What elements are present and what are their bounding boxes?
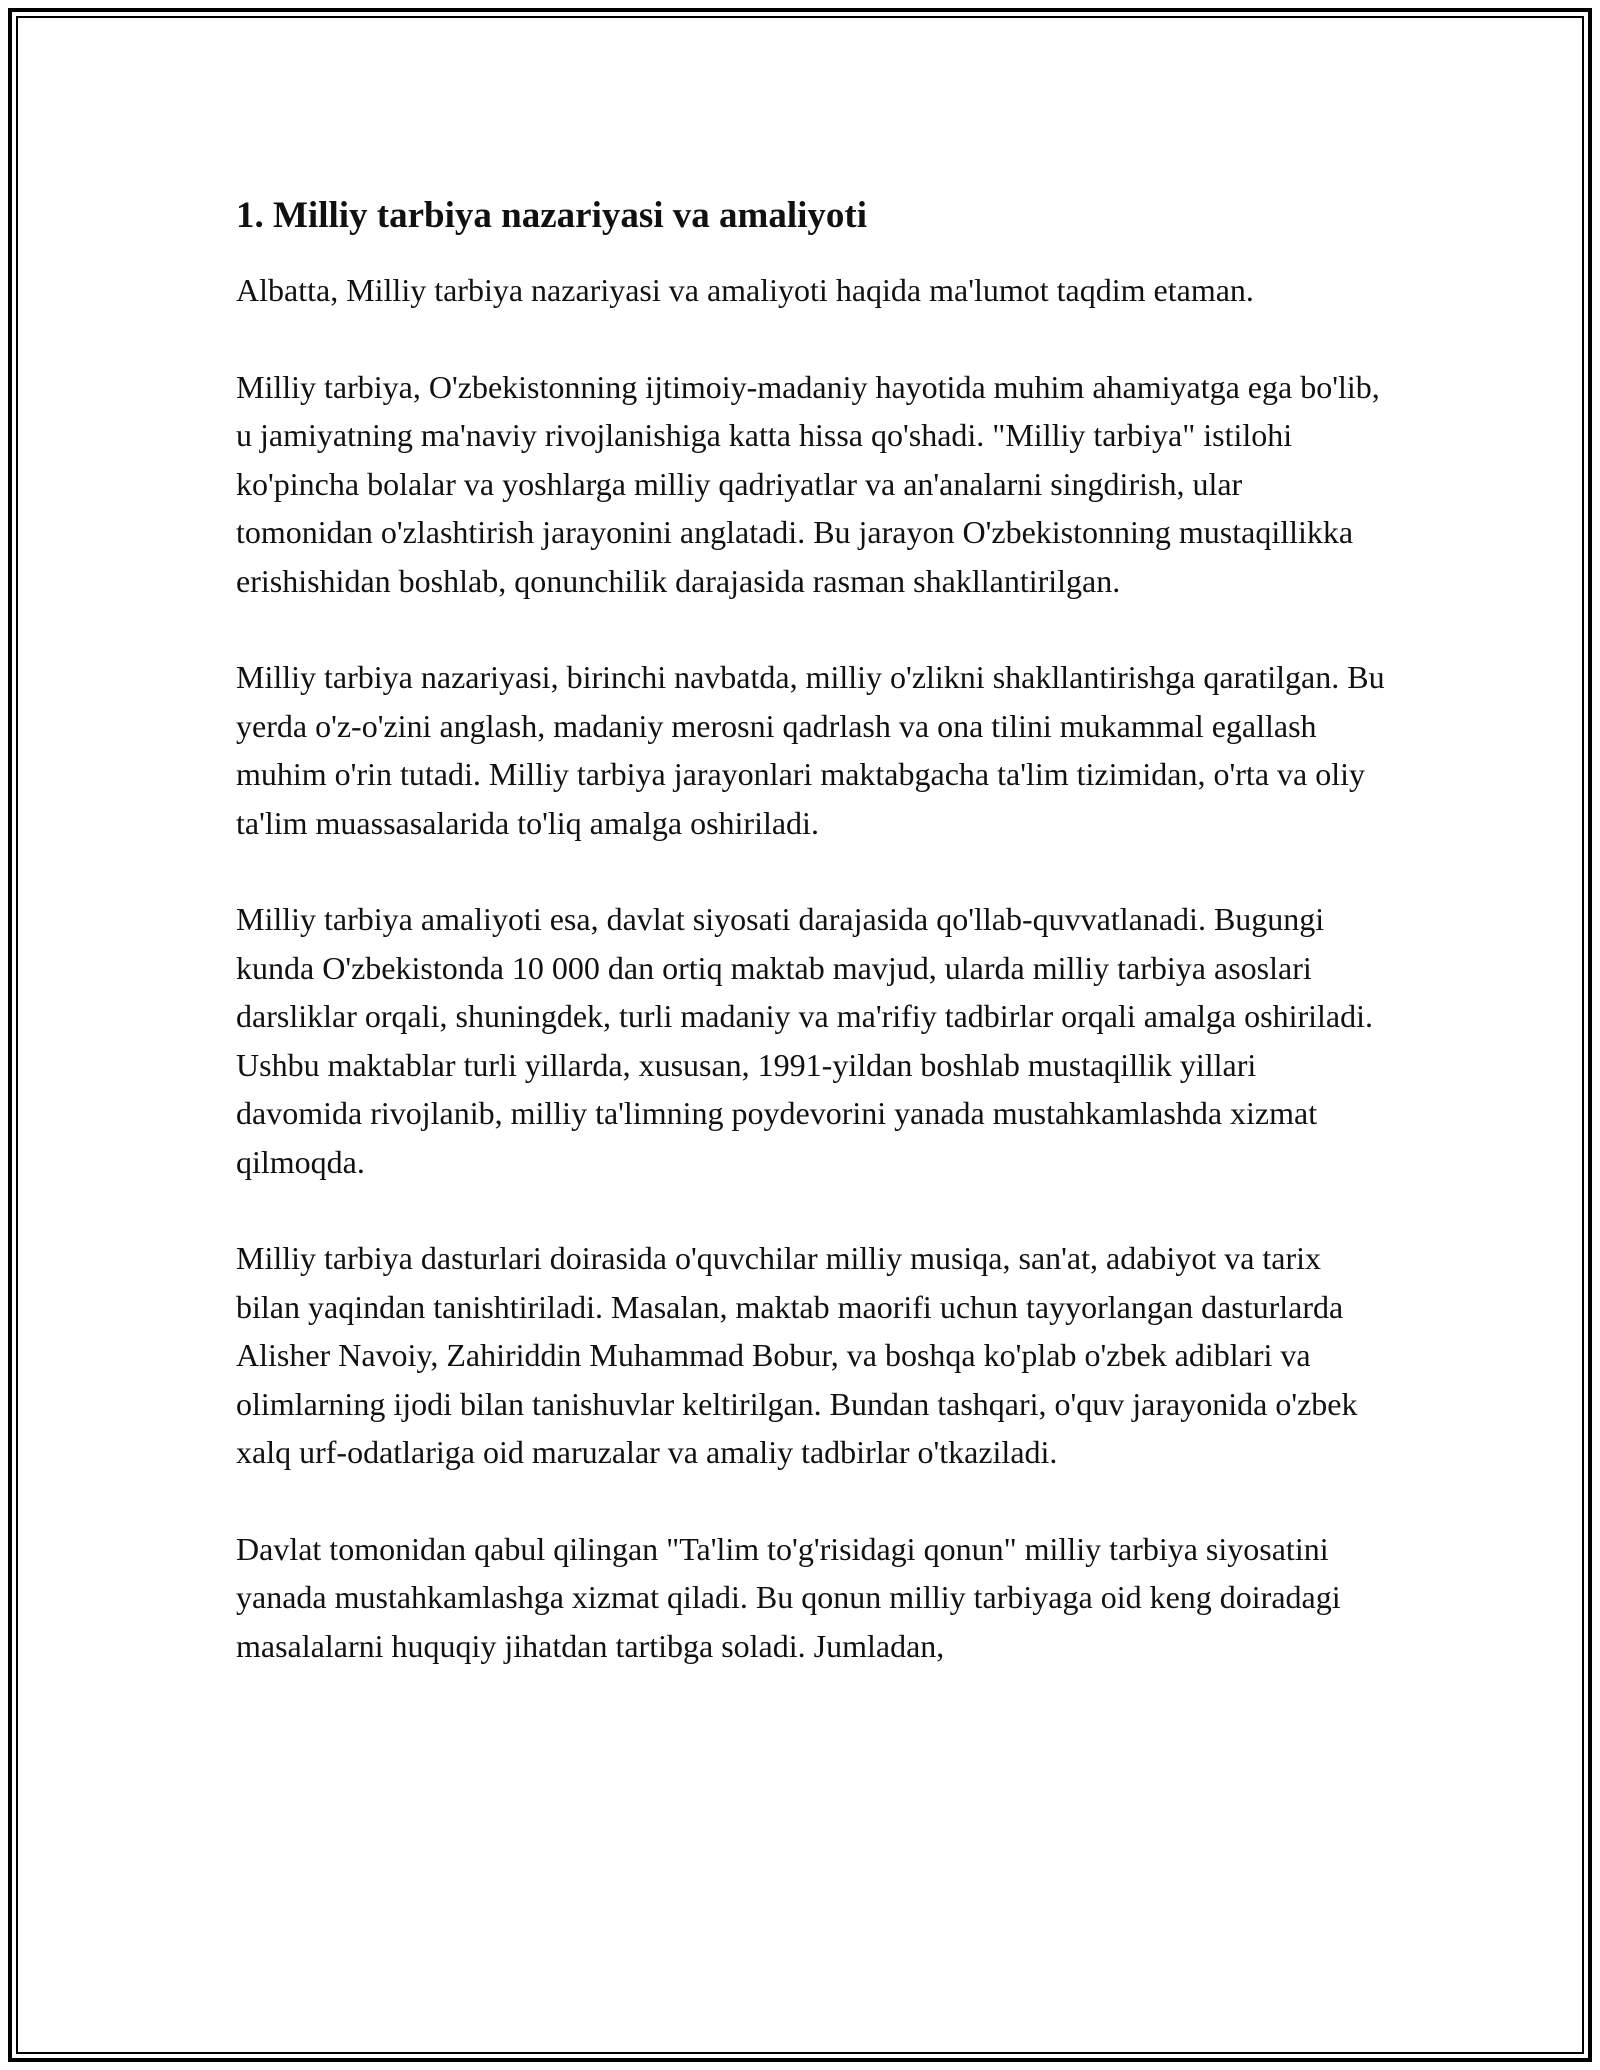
paragraph-theory: Milliy tarbiya nazariyasi, birinchi navbatda, milliy o'zlikni shakllantirishga qaratilgan. Bu yerda o'z-o'zini anglash, madaniy merosni qadrlash va ona tilini mukammal egallash muhim o'rin tutadi. Milliy tarbiya jarayonlari maktabgacha ta'lim tizimidan, o'rta va oliy ta'lim muassasalarida to'liq amalga oshiriladi.	[236, 659, 1385, 841]
paragraph-programs: Milliy tarbiya dasturlari doirasida o'quvchilar milliy musiqa, san'at, adabiyot va tarix bilan yaqindan tanishtiriladi. Masalan, maktab maorifi uchun tayyorlangan dasturlarda Alisher Navoiy, Zahiriddin Muhammad Bobur, va boshqa ko'plab o'zbek adiblari va olimlarning ijodi bilan tanishuvlar keltirilgan. Bundan tashqari, o'quv jarayonida o'zbek xalq urf-odatlariga oid maruzalar va amaliy tadbirlar o'tkaziladi.	[236, 1240, 1358, 1470]
document-body	[236, 190, 1386, 1718]
document-title: 1. Milliy tarbiya nazariyasi va amaliyoti	[236, 195, 868, 236]
paragraph-practice: Milliy tarbiya amaliyoti esa, davlat siyosati darajasida qo'llab-quvvatlanadi. Bugungi kunda O'zbekistonda 10 000 dan ortiq maktab mavjud, ularda milliy tarbiya asoslari darsliklar orqali, shuningdek, turli madaniy va ma'rifiy tadbirlar orqali amalga oshiriladi. Ushbu maktablar turli yillarda, xususan, 1991-yildan boshlab mustaqillik yillari davomida rivojlanib, milliy ta'limning poydevorini yanada mustahkamlashda xizmat qilmoqda.	[236, 901, 1373, 1180]
paragraph-intro: Albatta, Milliy tarbiya nazariyasi va amaliyoti haqida ma'lumot taqdim etaman.	[236, 272, 1254, 308]
paragraph-law: Davlat tomonidan qabul qilingan "Ta'lim to'g'risidagi qonun" milliy tarbiya siyosatini yanada mustahkamlashga xizmat qiladi. Bu qonun milliy tarbiyaga oid keng doiradagi masalalarni huquqiy jihatdan tartibga soladi. Jumladan,	[236, 1530, 1341, 1664]
paragraph-definition: Milliy tarbiya, O'zbekistonning ijtimoiy-madaniy hayotida muhim ahamiyatga ega bo'lib, u jamiyatning ma'naviy rivojlanishiga katta hissa qo'shadi. "Milliy tarbiya" istilohi ko'pincha bolalar va yoshlarga milliy qadriyatlar va an'analarni singdirish, ular tomonidan o'zlashtirish jarayonini anglatadi. Bu jarayon O'zbekistonning mustaqillikka erishishidan boshlab, qonunchilik darajasida rasman shakllantirilgan.	[236, 368, 1380, 599]
